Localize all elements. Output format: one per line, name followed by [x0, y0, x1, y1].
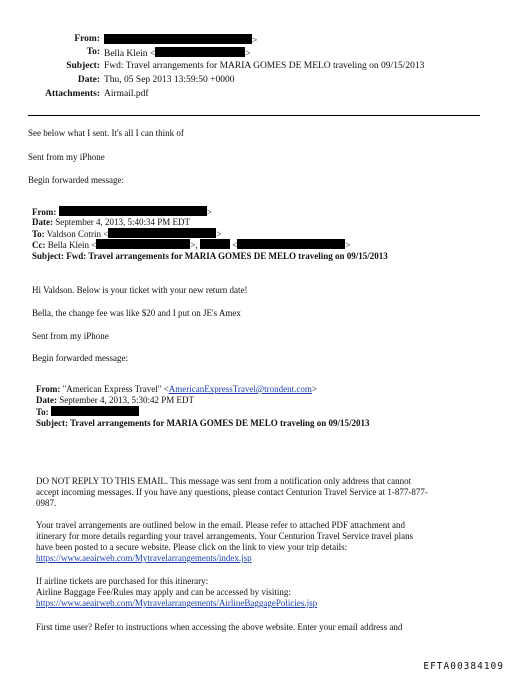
body-line: Begin forwarded message:: [28, 175, 124, 185]
first-time-user-line: First time user? Refer to instructions when accessing the above website. Enter your email address and: [36, 622, 403, 632]
body-line: Bella, the change fee was like $20 and I put on JE's Amex: [32, 308, 241, 318]
notice-line: 0987.: [36, 498, 57, 508]
fwd2-subject: [36, 418, 370, 428]
header-divider: [28, 115, 480, 116]
fwd2-subject-label: Subject:: [36, 418, 68, 428]
fwd2-from-name: "American Express Travel" <: [62, 384, 169, 394]
fwd1-cc-sep: >,: [190, 240, 198, 250]
fwd2-date-value: September 4, 2013, 5:30:42 PM EDT: [59, 395, 194, 405]
redaction-bar: [104, 34, 252, 44]
fwd2-subject-value: Travel arrangements for MARIA GOMES DE MELO traveling on 09/15/2013: [70, 418, 370, 428]
redaction-bar: [200, 239, 230, 249]
fwd2-date: [36, 395, 194, 405]
fwd1-cc-sep2: <: [232, 240, 238, 250]
fwd2-from-email-link[interactable]: AmericanExpressTravel@trondent.com: [168, 384, 312, 394]
header-from-label: From:: [74, 34, 100, 44]
fwd1-from-suffix: >: [206, 207, 212, 217]
travel-arrangements-link[interactable]: https://www.aeairweb.com/Mytravelarrangements/index.jsp: [36, 553, 252, 563]
itinerary-line: have been posted to a secure website. Please click on the link to view your trip details:: [36, 542, 348, 552]
header-attachments-value[interactable]: Airmail.pdf: [104, 89, 149, 99]
header-subject-value: Fwd: Travel arrangements for MARIA GOMES DE MELO traveling on 09/15/2013: [104, 61, 425, 71]
fwd1-to: [32, 228, 221, 239]
redaction-bar: [59, 206, 207, 216]
itinerary-line: itinerary for more details regarding your travel arrangements. Your Centurion Travel Service travel plans: [36, 531, 414, 541]
redaction-bar: [108, 228, 216, 238]
itinerary-line: Your travel arrangements are outlined below in the email. Please refer to attached PDF attachment and: [36, 520, 405, 530]
fwd1-subject-value: Fwd: Travel arrangements for MARIA GOMES DE MELO traveling on 09/15/2013: [66, 251, 388, 261]
baggage-policies-link[interactable]: https://www.aeairweb.com/Mytravelarrangements/AirlineBaggagePolicies.jsp: [36, 598, 318, 608]
fwd2-to-label: To:: [36, 407, 49, 417]
fwd1-cc-label: Cc:: [32, 240, 46, 250]
header-to-name: Bella Klein <: [104, 49, 156, 59]
body-line: Sent from my iPhone: [28, 152, 105, 162]
header-date-value: Thu, 05 Sep 2013 13:59:50 +0000: [104, 75, 235, 85]
notice-line: DO NOT REPLY TO THIS EMAIL. This message was sent from a notification only address that cannot: [36, 476, 412, 486]
fwd1-date-value: September 4, 2013, 5:40:34 PM EDT: [55, 217, 190, 227]
baggage-line: Airline Baggage Fee/Rules may apply and can be accessed by visiting:: [36, 587, 291, 597]
body-line: See below what I sent. It's all I can think of: [28, 128, 184, 138]
redaction-bar: [51, 406, 139, 416]
fwd1-to-value: Valdson Cotrin <: [46, 229, 109, 239]
fwd1-subject-label: Subject:: [32, 251, 64, 261]
fwd1-cc: [32, 239, 350, 250]
header-subject-label: Subject:: [66, 61, 100, 71]
fwd1-cc-value: Bella Klein <: [47, 240, 97, 250]
header-from-value: [104, 34, 257, 46]
fwd1-from: [32, 206, 212, 217]
header-to-value: [104, 47, 251, 59]
bates-number: EFTA00384109: [423, 661, 504, 672]
notice-line: accept incoming messages. If you have any questions, please contact Centurion Travel Service at 1-877-877-: [36, 487, 428, 497]
header-date-label: Date:: [77, 75, 100, 85]
body-line: Hi Valdson. Below is your ticket with your new return date!: [32, 285, 248, 295]
baggage-line: If airline tickets are purchased for this itinerary:: [36, 576, 209, 586]
fwd1-cc-suffix: >: [345, 240, 351, 250]
header-to-label: To:: [86, 47, 100, 57]
fwd2-to: [36, 406, 139, 417]
fwd2-from-suffix: >: [311, 384, 317, 394]
fwd2-from: [36, 384, 317, 394]
fwd1-subject: [32, 251, 388, 261]
fwd2-date-label: Date:: [36, 395, 57, 405]
redaction-bar: [96, 239, 190, 249]
fwd2-from-label: From:: [36, 384, 61, 394]
fwd1-date-label: Date:: [32, 217, 53, 227]
fwd1-to-suffix: >: [216, 229, 222, 239]
header-from-suffix: >: [252, 36, 258, 46]
fwd1-date: [32, 217, 190, 227]
body-line: Sent from my iPhone: [32, 331, 109, 341]
redaction-bar: [237, 239, 345, 249]
redaction-bar: [155, 47, 245, 57]
body-line: Begin forwarded message:: [32, 353, 128, 363]
fwd1-from-label: From:: [32, 207, 57, 217]
header-attachments-label: Attachments:: [45, 89, 100, 99]
fwd1-to-label: To:: [32, 229, 45, 239]
header-to-suffix: >: [245, 49, 251, 59]
